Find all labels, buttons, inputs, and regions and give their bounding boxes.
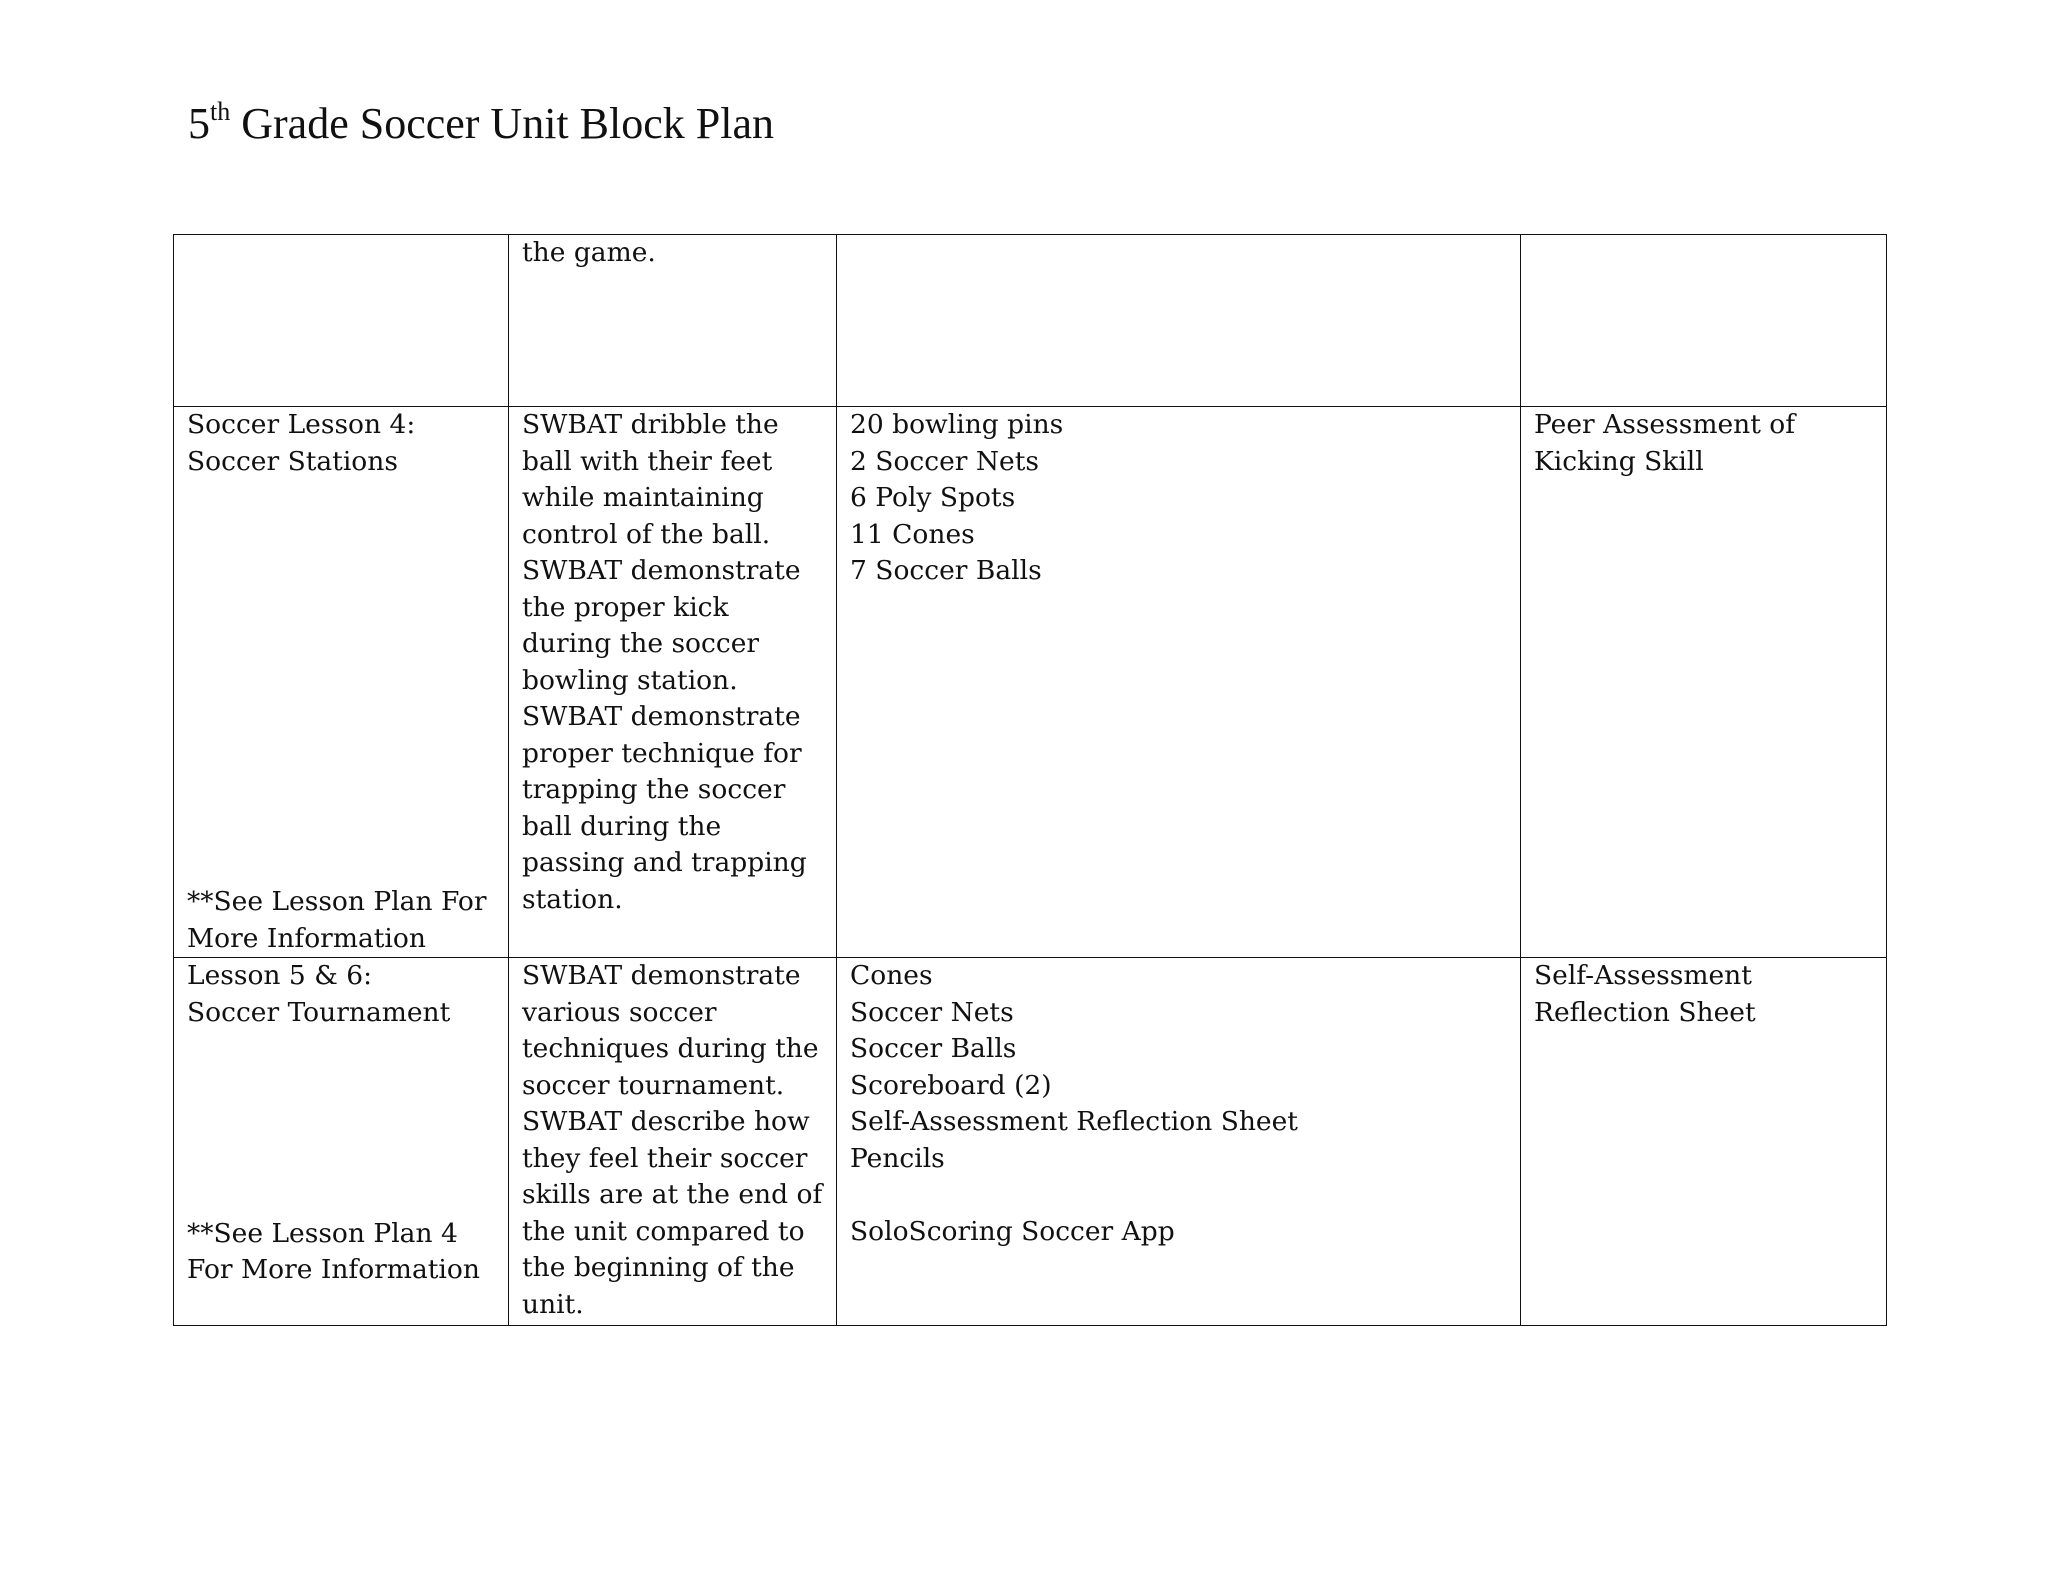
equipment-cell [837, 958, 1521, 1326]
table-row-continuation [174, 235, 1887, 407]
blank-line [850, 1177, 1510, 1214]
text-line: **See Lesson Plan For [187, 886, 487, 917]
text-line: 7 Soccer Balls [850, 555, 1042, 586]
lesson-cell [174, 235, 509, 407]
text-line: Reflection Sheet [1534, 996, 1756, 1028]
page-title [188, 96, 774, 152]
text-line: Lesson 5 & 6: [187, 960, 373, 991]
objectives-list [522, 407, 826, 918]
text-line: skills are at the end of [522, 1179, 823, 1210]
objectives-list [522, 958, 826, 1323]
text-line: the proper kick [522, 591, 729, 623]
text-line: Soccer Lesson 4: [187, 409, 416, 440]
text-line: SoloScoring Soccer App [850, 1215, 1175, 1247]
text-line: SWBAT dribble the [522, 409, 779, 440]
lesson-note [187, 884, 498, 957]
text-line: ball during the [522, 810, 722, 842]
text-line: 20 bowling pins [850, 409, 1064, 440]
assessment-cell [1521, 958, 1887, 1326]
text-line: Self-Assessment Reflection Sheet [850, 1106, 1298, 1137]
equipment-list [850, 407, 1510, 590]
text-line: bowling station. [522, 664, 738, 696]
lesson-note [187, 1216, 498, 1289]
text-line: Soccer Nets [850, 996, 1014, 1028]
equipment-cell [837, 407, 1521, 958]
table-row-lesson-5-6 [174, 958, 1887, 1326]
assessment-list [1534, 958, 1876, 1031]
objectives-cell [509, 407, 837, 958]
equipment-cell [837, 235, 1521, 407]
lesson-title [187, 958, 498, 1031]
text-line: Pencils [850, 1142, 945, 1174]
lesson-cell [174, 958, 509, 1326]
text-line: trapping the soccer [522, 774, 786, 805]
table-row-lesson-4 [174, 407, 1887, 958]
text-line: proper technique for [522, 737, 802, 769]
text-line: SWBAT demonstrate [522, 555, 801, 586]
text-line: techniques during the [522, 1033, 819, 1064]
text-line: SWBAT describe how [522, 1106, 810, 1137]
assessment-cell [1521, 235, 1887, 407]
lesson-cell [174, 407, 509, 958]
text-line: during the soccer [522, 628, 760, 659]
text-line: Self-Assessment [1534, 960, 1752, 991]
text-line: 6 Poly Spots [850, 482, 1016, 513]
text-line: various soccer [522, 996, 717, 1028]
text-line: 2 Soccer Nets [850, 445, 1039, 477]
title-superscript: th [210, 97, 231, 126]
text-line: Scoreboard (2) [850, 1069, 1052, 1101]
title-text: Grade Soccer Unit Block Plan [230, 99, 774, 148]
text-line: Soccer Tournament [187, 996, 451, 1028]
text-line: while maintaining [522, 482, 764, 513]
text-line: they feel their soccer [522, 1142, 808, 1174]
text-line: SWBAT demonstrate [522, 701, 801, 732]
equipment-list [850, 958, 1510, 1250]
text-line: station. [522, 883, 623, 915]
text-line: SWBAT demonstrate [522, 960, 801, 991]
objectives-cell [509, 958, 837, 1326]
text-line: soccer tournament. [522, 1069, 785, 1101]
text-line: Cones [850, 960, 933, 991]
text-line: the game. [522, 237, 656, 268]
objectives-cell [509, 235, 837, 407]
assessment-list [1534, 407, 1876, 480]
text-line: Kicking Skill [1534, 445, 1704, 477]
title-number: 5 [188, 99, 210, 148]
text-line: passing and trapping [522, 847, 807, 878]
text-line: the beginning of the [522, 1252, 795, 1283]
text-line: the unit compared to [522, 1215, 805, 1247]
lesson-title [187, 407, 498, 480]
objectives-list [522, 235, 826, 272]
text-line: **See Lesson Plan 4 [187, 1217, 458, 1249]
text-line: Peer Assessment of [1534, 409, 1796, 440]
lesson-cell-content [187, 958, 498, 1325]
text-line: Soccer Balls [850, 1033, 1017, 1064]
block-plan-table [173, 234, 1887, 1326]
text-line: ball with their feet [522, 445, 773, 477]
text-line: unit. [522, 1288, 584, 1320]
text-line: More Information [187, 922, 426, 954]
text-line: control of the ball. [522, 518, 771, 550]
assessment-cell [1521, 407, 1887, 958]
text-line: For More Information [187, 1254, 480, 1285]
text-line: 11 Cones [850, 518, 975, 550]
text-line: Soccer Stations [187, 445, 398, 477]
lesson-cell-content [187, 407, 498, 957]
